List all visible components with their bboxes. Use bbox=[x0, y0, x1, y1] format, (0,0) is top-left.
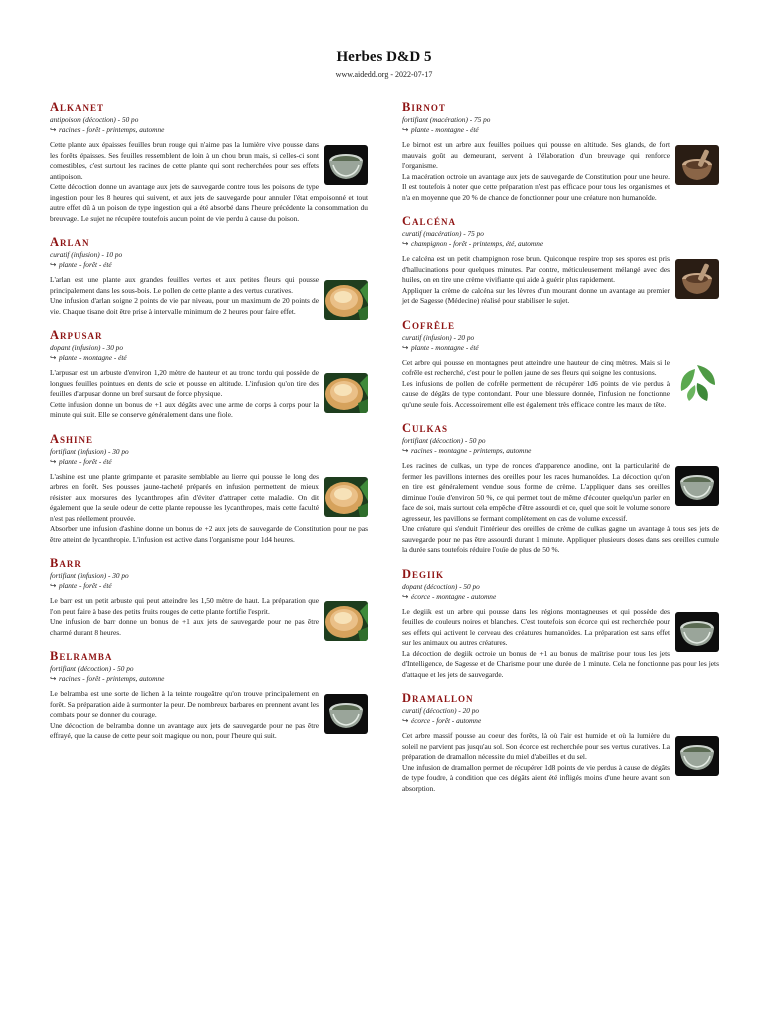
herb-name: Barr bbox=[50, 556, 82, 570]
teacup-icon bbox=[324, 373, 368, 413]
herb-source bbox=[50, 125, 368, 135]
herb-entry bbox=[50, 432, 368, 546]
herb-paragraph: Cet arbre qui pousse en montagnes peut atteindre une hauteur de cinq mètres. Mais si le cofrêle est recherché, c'est pour le pollen jaune de ses fleurs qui soigne les contusions. bbox=[402, 357, 670, 377]
bowl-icon bbox=[324, 145, 368, 185]
herb-name: Alkanet bbox=[50, 100, 105, 114]
herb-source bbox=[402, 716, 719, 726]
return-arrow-icon: ↪ bbox=[50, 260, 58, 269]
herb-source-text: écorce - forêt - automne bbox=[410, 716, 482, 725]
herb-paragraph: Une infusion de dramallon permet de récupérer 1d8 points de vie perdus à cause de dégâts de type foudre, à condition que ces dégâts aient été infligés moins d'une heure avant son absorption. bbox=[402, 762, 670, 793]
herb-paragraph: Une infusion de barr donne un bonus de +1 aux jets de sauvegarde pour ne pas être charmé durant 8 heures. bbox=[50, 617, 319, 637]
herb-category: fortifiant (décoction) - 50 po bbox=[402, 436, 486, 445]
bowl-icon bbox=[675, 736, 719, 776]
herb-source-text: plante - montagne - été bbox=[410, 125, 479, 134]
herb-name: Birnot bbox=[402, 100, 446, 114]
herb-source bbox=[50, 674, 368, 684]
return-arrow-icon: ↪ bbox=[402, 716, 410, 725]
return-arrow-icon: ↪ bbox=[50, 125, 58, 134]
herb-source bbox=[402, 239, 719, 249]
herb-name: Ashine bbox=[50, 431, 94, 446]
herb-source bbox=[50, 353, 368, 363]
herb-description bbox=[50, 368, 368, 421]
herb-paragraph: Cette infusion donne un bonus de +1 aux dégâts avec une arme de corps à corps pour la minute qui suit. Elle se conserve généralement dans une fiole. bbox=[50, 399, 319, 419]
bowl-icon bbox=[675, 466, 719, 506]
document-subtitle: www.aidedd.org - 2022-07-17 bbox=[335, 70, 433, 79]
return-arrow-icon: ↪ bbox=[402, 125, 410, 134]
teacup-icon bbox=[324, 477, 368, 517]
herb-source bbox=[50, 581, 368, 591]
return-arrow-icon: ↪ bbox=[402, 446, 410, 455]
herb-name: Cofrêle bbox=[402, 317, 456, 332]
herb-source-text: plante - forêt - été bbox=[58, 260, 112, 269]
return-arrow-icon: ↪ bbox=[402, 342, 410, 352]
document-title: Herbes D&D 5 bbox=[336, 49, 432, 65]
herb-paragraph: Appliquer la crème de calcéna sur les lèvres d'un mourant donne un avantage au premier jet de Sagesse (Médecine) réalisé pour stabiliser le sujet. bbox=[402, 285, 670, 305]
herb-category: fortifiant (décoction) - 50 po bbox=[50, 664, 134, 673]
herb-name: Degiik bbox=[402, 566, 445, 581]
herb-entry bbox=[402, 691, 719, 794]
herb-source-text: plante - forêt - été bbox=[58, 581, 112, 590]
herb-name: Culkas bbox=[402, 421, 449, 435]
herb-name: Arlan bbox=[50, 235, 90, 249]
herb-paragraph: L'arpusar est un arbuste d'environ 1,20 mètre de hauteur et au tronc tordu qui possède de longues feuilles pointues en dents de scie et pousse en altitude. L'infusion qu'on tire des feuilles d'arpusar donne un bref sursaut de force physique. bbox=[50, 368, 319, 398]
herb-description bbox=[402, 254, 719, 307]
right-column bbox=[402, 100, 719, 805]
herb-source-text: racines - montagne - printemps, automne bbox=[410, 446, 532, 455]
herb-description bbox=[402, 358, 719, 411]
bowl-icon bbox=[324, 694, 368, 734]
herb-source-text: plante - forêt - été bbox=[58, 456, 112, 466]
herb-category: fortifiant (infusion) - 30 po bbox=[50, 446, 129, 456]
herb-entry bbox=[50, 328, 368, 421]
herb-paragraph: Une décoction de belramba donne un avantage aux jets de sauvegarde pour ne pas être effrayé, que la cause de cette peur soit magique ou non, pour l'heure qui suit. bbox=[50, 720, 319, 740]
herb-paragraph: Le birnot est un arbre aux feuilles poilues qui pousse en altitude. Ses glands, de fort mauvais goût au demeurant, servent à l'élaboration d'un breuvage qui renforce l'organisme. bbox=[402, 140, 670, 170]
herb-entry bbox=[50, 235, 368, 317]
return-arrow-icon: ↪ bbox=[402, 591, 410, 601]
herb-source-text: racines - forêt - printemps, automne bbox=[58, 125, 165, 134]
herb-source bbox=[402, 592, 719, 602]
herb-description bbox=[402, 731, 719, 794]
herb-entry bbox=[50, 556, 368, 638]
return-arrow-icon: ↪ bbox=[50, 581, 58, 590]
herb-source-text: racines - forêt - printemps, automne bbox=[58, 674, 165, 683]
herb-source-text: plante - montagne - été bbox=[58, 353, 127, 362]
herb-entry bbox=[402, 318, 719, 411]
herb-name: Arpusar bbox=[50, 328, 103, 342]
bowl-icon bbox=[675, 612, 719, 652]
herb-description bbox=[50, 689, 368, 742]
herb-description bbox=[402, 140, 719, 203]
herb-entry bbox=[402, 421, 719, 556]
herb-entry bbox=[402, 100, 719, 203]
mortar-icon bbox=[675, 145, 719, 185]
teacup-icon bbox=[324, 601, 368, 641]
leaf-icon bbox=[675, 363, 719, 403]
herb-category: fortifiant (macération) - 75 po bbox=[402, 115, 491, 124]
herb-description bbox=[50, 275, 368, 317]
herb-paragraph: La décoction de degiik octroie un bonus de +1 au bonus de maîtrise pour tous les jets d'Intelligence, de Sagesse et de Charisme pour une durée de 1 minute. Cela ne fonctionne pas pour les jets d'attaque et les jets de sauvegarde. bbox=[402, 648, 719, 679]
herb-paragraph: La macération octroie un avantage aux jets de sauvegarde de Constitution pour une heure. Il est toutefois à noter que cette préparation n'est pas efficace pour tous les organismes et n'a en moyenne que 20 % de chance de fonctionner pour une créature non humanoïde. bbox=[402, 171, 670, 202]
herb-name: Calcéna bbox=[402, 214, 457, 228]
herb-entry bbox=[402, 214, 719, 307]
herb-source bbox=[402, 125, 719, 135]
herb-paragraph: Une créature qui s'enduit l'intérieur des oreilles de crème de culkas gagne un avantage à tous ses jets de sauvegarde pour ne pas être assourdi durant 1 minute. Appliquer plusieurs doses dans ses oreilles cumule la durée sans toutefois réduire l'ouïe de plus de 50 %. bbox=[402, 524, 719, 554]
left-column bbox=[50, 100, 368, 753]
herb-entry bbox=[50, 649, 368, 742]
herb-source-text: écorce - montagne - automne bbox=[410, 591, 497, 601]
return-arrow-icon: ↪ bbox=[50, 456, 58, 466]
herb-category: dopant (infusion) - 30 po bbox=[50, 343, 123, 352]
herb-paragraph: Cette décoction donne un avantage aux jets de sauvegarde contre tous les poisons de type ingestion pour les 8 heures qui suivent, et aux jets de sauvegarde pour annuler l'état empoisonné et tout autre effet dû à un poison de type ingestion qui a été absorbé dans l'heure précédente la consommation du breuvage. Le sujet ne récupère toutefois aucun point de vie perdu à cause du poison. bbox=[50, 182, 368, 223]
herb-source bbox=[50, 457, 368, 467]
teacup-icon bbox=[324, 280, 368, 320]
herb-name: Dramallon bbox=[402, 691, 474, 705]
herb-name: Belramba bbox=[50, 649, 113, 663]
herb-description bbox=[50, 596, 368, 638]
return-arrow-icon: ↪ bbox=[50, 674, 58, 683]
herb-category: dopant (décoction) - 50 po bbox=[402, 581, 480, 591]
herb-description bbox=[50, 140, 368, 224]
herb-category: curatif (infusion) - 10 po bbox=[50, 250, 123, 259]
herb-category: antipoison (décoction) - 50 po bbox=[50, 115, 139, 124]
herb-source bbox=[402, 446, 719, 456]
return-arrow-icon: ↪ bbox=[402, 239, 410, 248]
herb-category: curatif (décoction) - 20 po bbox=[402, 706, 480, 715]
mortar-icon bbox=[675, 259, 719, 299]
herb-source bbox=[402, 343, 719, 353]
herb-paragraph: Le calcéna est un petit champignon rose brun. Quiconque respire trop ses spores est pris d'hallucinations pour quelques minutes. Par contre, méticuleusement mélangé avec des huiles, on en tire une crème vivifiante qui aide à guérir plus rapidement. bbox=[402, 254, 670, 284]
herb-source-text: plante - montagne - été bbox=[410, 342, 479, 352]
herb-paragraph: Cet arbre massif pousse au coeur des forêts, là où l'air est humide et où la lumière du soleil ne parvient pas jusqu'au sol. Son écorce est recherchée pour ses vertus curatives. La préparation de dramallon nécessite du miel d'abeilles et du sel. bbox=[402, 731, 670, 761]
herb-paragraph: Le barr est un petit arbuste qui peut atteindre les 1,50 mètre de haut. La préparation que l'on peut faire à base des petits fruits rouges de cette plante fortifie l'esprit. bbox=[50, 596, 319, 616]
herb-paragraph: L'ashine est une plante grimpante et parasite semblable au lierre qui pousse le long des arbres en forêt. Ses pousses jaune-tacheté préparés en infusion permettent de mieux résister aux morsures des lycanthropes afin d'éviter d'attraper cette maladie. On dit également que la seule odeur de cette plante repousse les lycanthropes, mais cette faculté n'est pas réellement prouvée. bbox=[50, 471, 319, 523]
herb-entry bbox=[402, 567, 719, 681]
herb-paragraph: Les racines de culkas, un type de ronces d'apparence anodine, ont la particularité de fermer les pavillons internes des oreilles pour les races humanoïdes. La décoction qu'on en tire est généralement vendue sous forme de crème. L'appliquer dans ses oreilles diminue l'ouïe d'environ 50 %, ce qui permet tout de même d'écouter quelqu'un parler en face de soi, mais surtout cela empêche d'être assourdi et ce, quel que soit le volume sonore agresseur, les pavillons se fermant complètement en cas de volume excessif. bbox=[402, 461, 670, 523]
herb-source-text: champignon - forêt - printemps, été, automne bbox=[410, 239, 544, 248]
herb-paragraph: Cette plante aux épaisses feuilles brun rouge qui n'aime pas la lumière vive pousse dans les forêts épaisses. Ses feuilles ressemblent de loin à un chou brun mais, si celles-ci sont comestibles, c'est surtout les racines de cette plante qui sont recherchées pour ses effets antipoison. bbox=[50, 140, 319, 181]
herb-paragraph: Le belramba est une sorte de lichen à la teinte rougeâtre qu'on trouve principalement en forêt. Sa préparation aide à surmonter la peur. De nombreux barbares en prennent avant les combats pour se donner du courage. bbox=[50, 689, 319, 719]
herb-paragraph: Le degiik est un arbre qui pousse dans les régions montagneuses et qui possède des feuilles de couleurs noires et blanches. C'est toutefois son écorce qui est recherchée pour ses effets qui activent le cerveau des créatures humanoïdes. La préparation est sans effet sur les animaux ou autres créatures. bbox=[402, 606, 670, 647]
herb-paragraph: Les infusions de pollen de cofrêle permettent de récupérer 1d6 points de vie perdus à cause de dégâts de type contondant. Pour une blessure donnée, l'infusion ne fonctionne qu'une seule fois. Accessoirement elle est également très efficace contre les maux de tête. bbox=[402, 378, 670, 409]
herb-category: curatif (macération) - 75 po bbox=[402, 229, 484, 238]
return-arrow-icon: ↪ bbox=[50, 353, 58, 362]
herb-category: curatif (infusion) - 20 po bbox=[402, 332, 475, 342]
herb-entry bbox=[50, 100, 368, 224]
herb-category: fortifiant (infusion) - 30 po bbox=[50, 571, 129, 580]
herb-description bbox=[402, 607, 719, 681]
herb-description bbox=[402, 461, 719, 556]
herb-source bbox=[50, 260, 368, 270]
herb-paragraph: Absorber une infusion d'ashine donne un bonus de +2 aux jets de sauvegarde de Constitution pour ne pas être atteint de lycanthropie. L'infusion est active dans l'organisme pour 1d4 heures. bbox=[50, 524, 368, 544]
herb-paragraph: Une infusion d'arlan soigne 2 points de vie par niveau, pour un maximum de 20 points de vie. Chaque tisane doit être prise à intervalle minimum de 2 heures pour faire effet. bbox=[50, 296, 319, 316]
herb-description bbox=[50, 472, 368, 546]
herb-paragraph: L'arlan est une plante aux grandes feuilles vertes et aux petites fleurs qui pousse principalement dans les sous-bois. Le pollen de cette plante a des vertus curatives. bbox=[50, 275, 319, 295]
